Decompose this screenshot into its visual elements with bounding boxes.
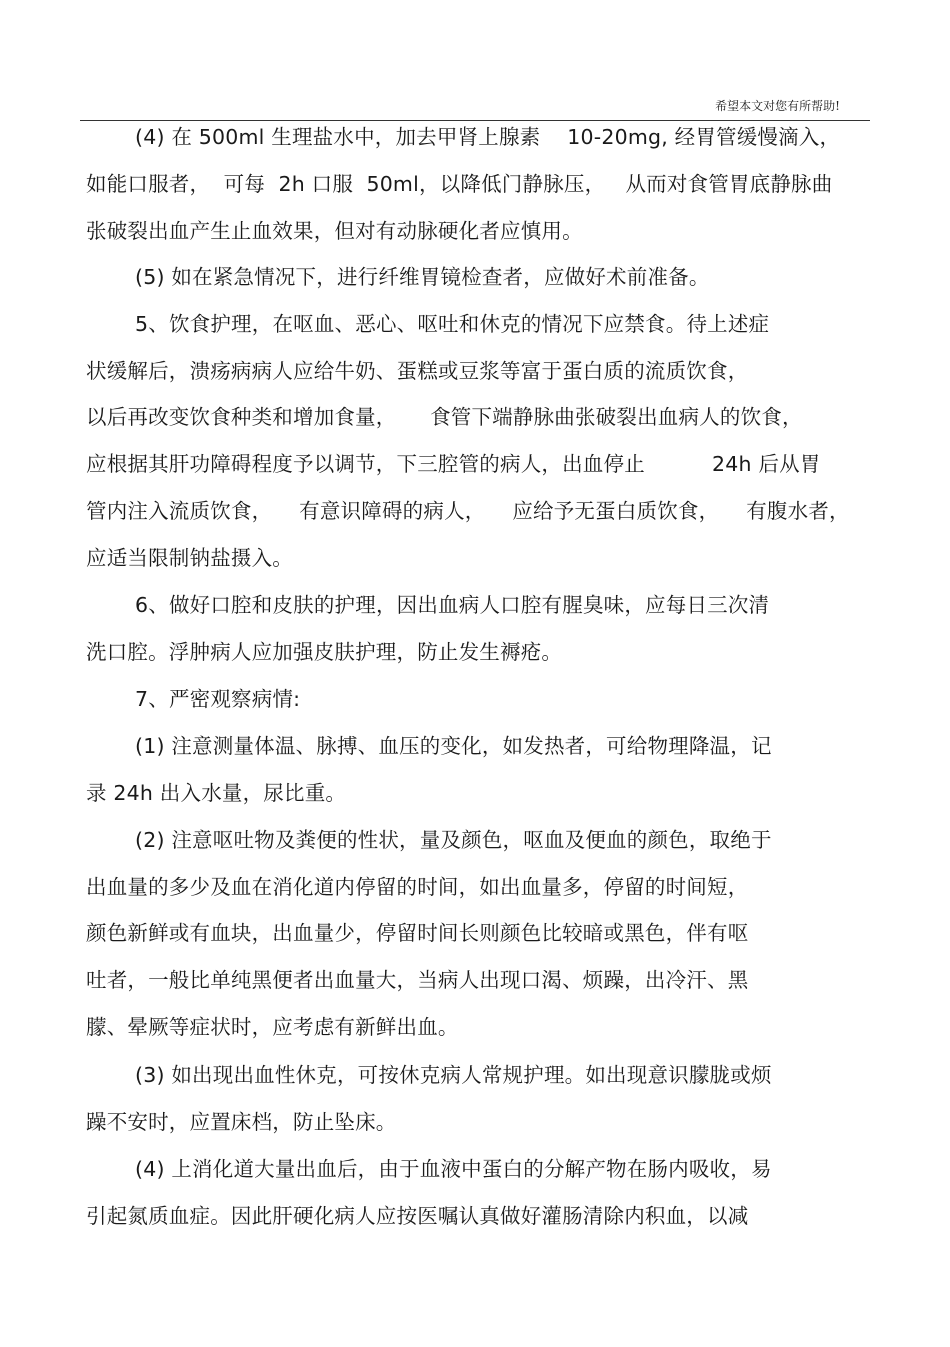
text-line: 应适当限制钠盐摄入。 <box>86 546 293 570</box>
text-line: 状缓解后，溃疡病病人应给牛奶、蛋糕或豆浆等富于蛋白质的流质饮食， <box>86 359 749 383</box>
text-line: 录 24h 出入水量，尿比重。 <box>86 781 347 805</box>
text-line: 6、做好口腔和皮肤的护理，因出血病人口腔有腥臭味，应每日三次清 <box>135 593 770 617</box>
text-line: 以后再改变饮食种类和增加食量， 食管下端静脉曲张破裂出血病人的饮食， <box>86 405 803 429</box>
text-line: 应根据其肝功障碍程度予以调节，下三腔管的病人，出血停止 24h 后从胃 <box>86 452 821 476</box>
text-line: 引起氮质血症。因此肝硬化病人应按医嘱认真做好灌肠清除内积血，以减 <box>86 1204 749 1228</box>
text-line: (3) 如出现出血性休克，可按休克病人常规护理。如出现意识朦胧或烦 <box>135 1063 772 1087</box>
text-line: 朦、晕厥等症状时，应考虑有新鲜出血。 <box>86 1015 459 1039</box>
text-line: 吐者，一般比单纯黑便者出血量大，当病人出现口渴、烦躁，出冷汗、黑 <box>86 968 749 992</box>
text-line: 5、饮食护理，在呕血、恶心、呕吐和休克的情况下应禁食。待上述症 <box>135 312 770 336</box>
text-line: 7、严密观察病情: <box>135 687 301 711</box>
text-line: 如能口服者， 可每 2h 口服 50ml，以降低门静脉压， 从而对食管胃底静脉曲 <box>86 172 833 196</box>
header-note: 希望本文对您有所帮助! <box>715 99 840 113</box>
text-line: 出血量的多少及血在消化道内停留的时间，如出血量多，停留的时间短， <box>86 875 749 899</box>
text-line: (2) 注意呕吐物及粪便的性状，量及颜色，呕血及便血的颜色，取绝于 <box>135 828 772 852</box>
text-line: 洗口腔。浮肿病人应加强皮肤护理，防止发生褥疮。 <box>86 640 563 664</box>
text-line: (4) 上消化道大量出血后，由于血液中蛋白的分解产物在肠内吸收，易 <box>135 1157 772 1181</box>
text-line: 颜色新鲜或有血块，出血量少，停留时间长则颜色比较暗或黑色，伴有呕 <box>86 921 749 945</box>
text-line: (1) 注意测量体温、脉搏、血压的变化，如发热者，可给物理降温，记 <box>135 734 772 758</box>
text-line: 管内注入流质饮食， 有意识障碍的病人， 应给予无蛋白质饮食， 有腹水者， <box>86 499 850 523</box>
text-line: (5) 如在紧急情况下，进行纤维胃镜检查者，应做好术前准备。 <box>135 265 710 289</box>
text-line: (4) 在 500ml 生理盐水中，加去甲肾上腺素 10-20mg, 经胃管缓慢滴入， <box>135 125 841 149</box>
text-line: 张破裂出血产生止血效果，但对有动脉硬化者应慎用。 <box>86 219 583 243</box>
text-line: 躁不安时，应置床档，防止坠床。 <box>86 1110 397 1134</box>
